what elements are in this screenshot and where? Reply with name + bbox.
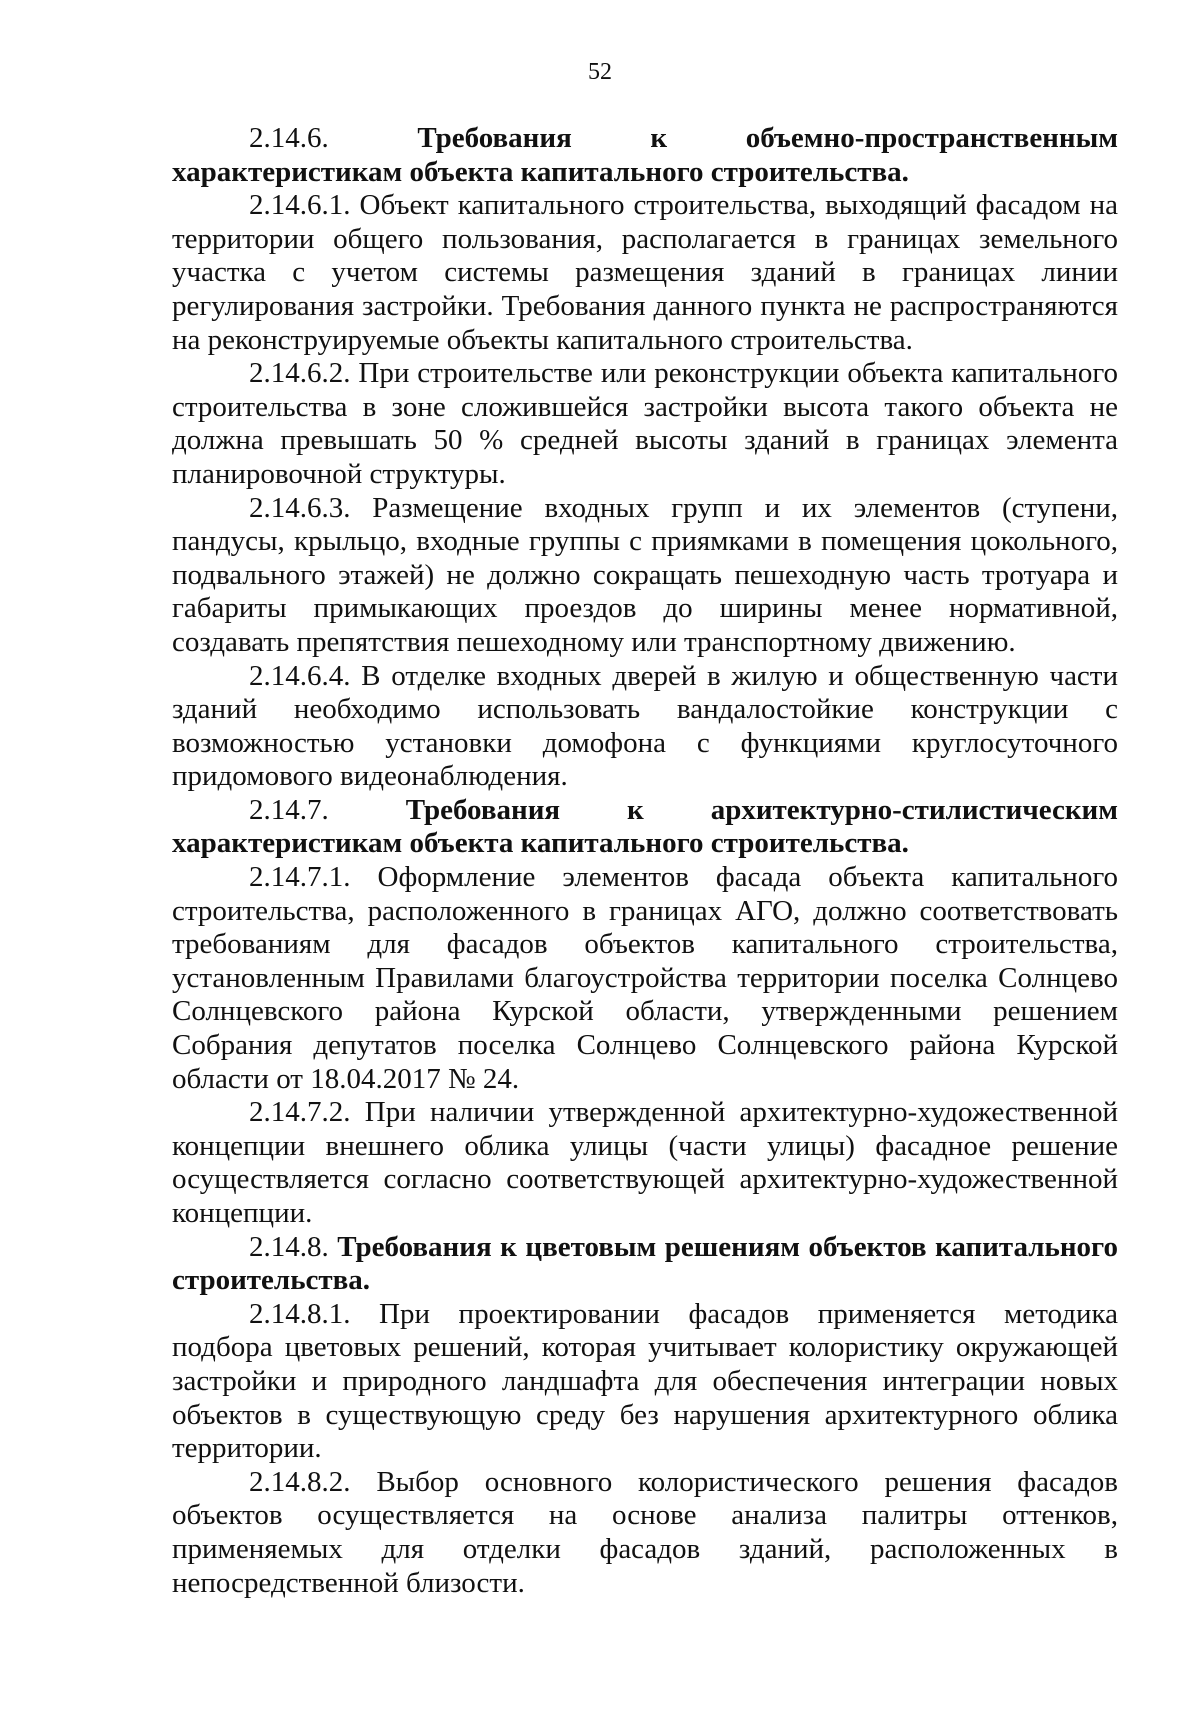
paragraph-2-14-6-2: 2.14.6.2. При строительстве или реконструкции объекта капитального строительства в зоне сложившейся застройки высота такого объекта не должна превышать 50 % средней высоты зданий в границах элемента планировочной структуры. xyxy=(172,357,1118,490)
section-heading-2-14-8 xyxy=(172,1231,1118,1298)
paragraph-2-14-8-1: 2.14.8.1. При проектировании фасадов применяется методика подбора цветовых решений, которая учитывает колористику окружающей застройки и природного ландшафта для обеспечения интеграции новых объектов в существующую среду без нарушения архитектурного облика территории. xyxy=(172,1297,1118,1465)
section-title: Требования к цветовым решениям объектов капитального строительства. xyxy=(172,1230,1118,1297)
section-title: Требования к архитектурно-стилистическим xyxy=(405,793,1118,826)
section-number: 2.14.6. xyxy=(249,122,329,154)
paragraph-2-14-7-2: 2.14.7.2. При наличии утвержденной архитектурно-художественной концепции внешнего облика улицы (части улицы) фасадное решение осуществляется согласно соответствующей архитектурно-художественной концепции. xyxy=(172,1096,1118,1229)
section-number: 2.14.7. xyxy=(249,793,329,826)
paragraph-2-14-6-4: 2.14.6.4. В отделке входных дверей в жилую и общественную части зданий необходимо использовать вандалостойкие конструкции с возможностью установки домофона с функциями круглосуточного придомового видеонаблюдения. xyxy=(172,659,1118,793)
paragraph-2-14-6-3: 2.14.6.3. Размещение входных групп и их элементов (ступени, пандусы, крыльцо, входные группы с приямками в помещения цокольного, подвального этажей) не должно сокращать пешеходную часть тротуара и габариты примыкающих проездов до ширины менее нормативной, создавать препятствия пешеходному или транспортному движению. xyxy=(172,491,1118,658)
section-heading-2-14-7 xyxy=(172,794,1118,861)
section-title-continuation: характеристикам объекта капитального строительства. xyxy=(172,155,909,188)
section-title: Требования к объемно-пространственным xyxy=(417,122,1119,154)
document-body xyxy=(172,122,1118,1600)
section-title-continuation: характеристикам объекта капитального строительства. xyxy=(172,827,909,860)
paragraph-2-14-7-1: 2.14.7.1. Оформление элементов фасада объекта капитального строительства, расположенного в границах АГО, должно соответствовать требованиям для фасадов объектов капитального строительства, установленным Правилами благоустройства территории поселка Солнцево Солнцевского района Курской области, утвержденными решением Собрания депутатов поселка Солнцево Солнцевского района Курской области от 18.04.2017 № 24. xyxy=(172,861,1118,1095)
paragraph-2-14-8-2: 2.14.8.2. Выбор основного колористического решения фасадов объектов осуществляется на основе анализа палитры оттенков, применяемых для отделки фасадов зданий, расположенных в непосредственной близости. xyxy=(172,1465,1118,1599)
section-number: 2.14.8. xyxy=(249,1230,329,1263)
paragraph-2-14-6-1: 2.14.6.1. Объект капитального строительства, выходящий фасадом на территории общего пользования, располагается в границах земельного участка с учетом системы размещения зданий в границах линии регулирования застройки. Требования данного пункта не распространяются на реконструируемые объекты капитального строительства. xyxy=(172,189,1118,356)
section-heading-2-14-6 xyxy=(172,122,1118,189)
page-number: 52 xyxy=(588,59,612,85)
